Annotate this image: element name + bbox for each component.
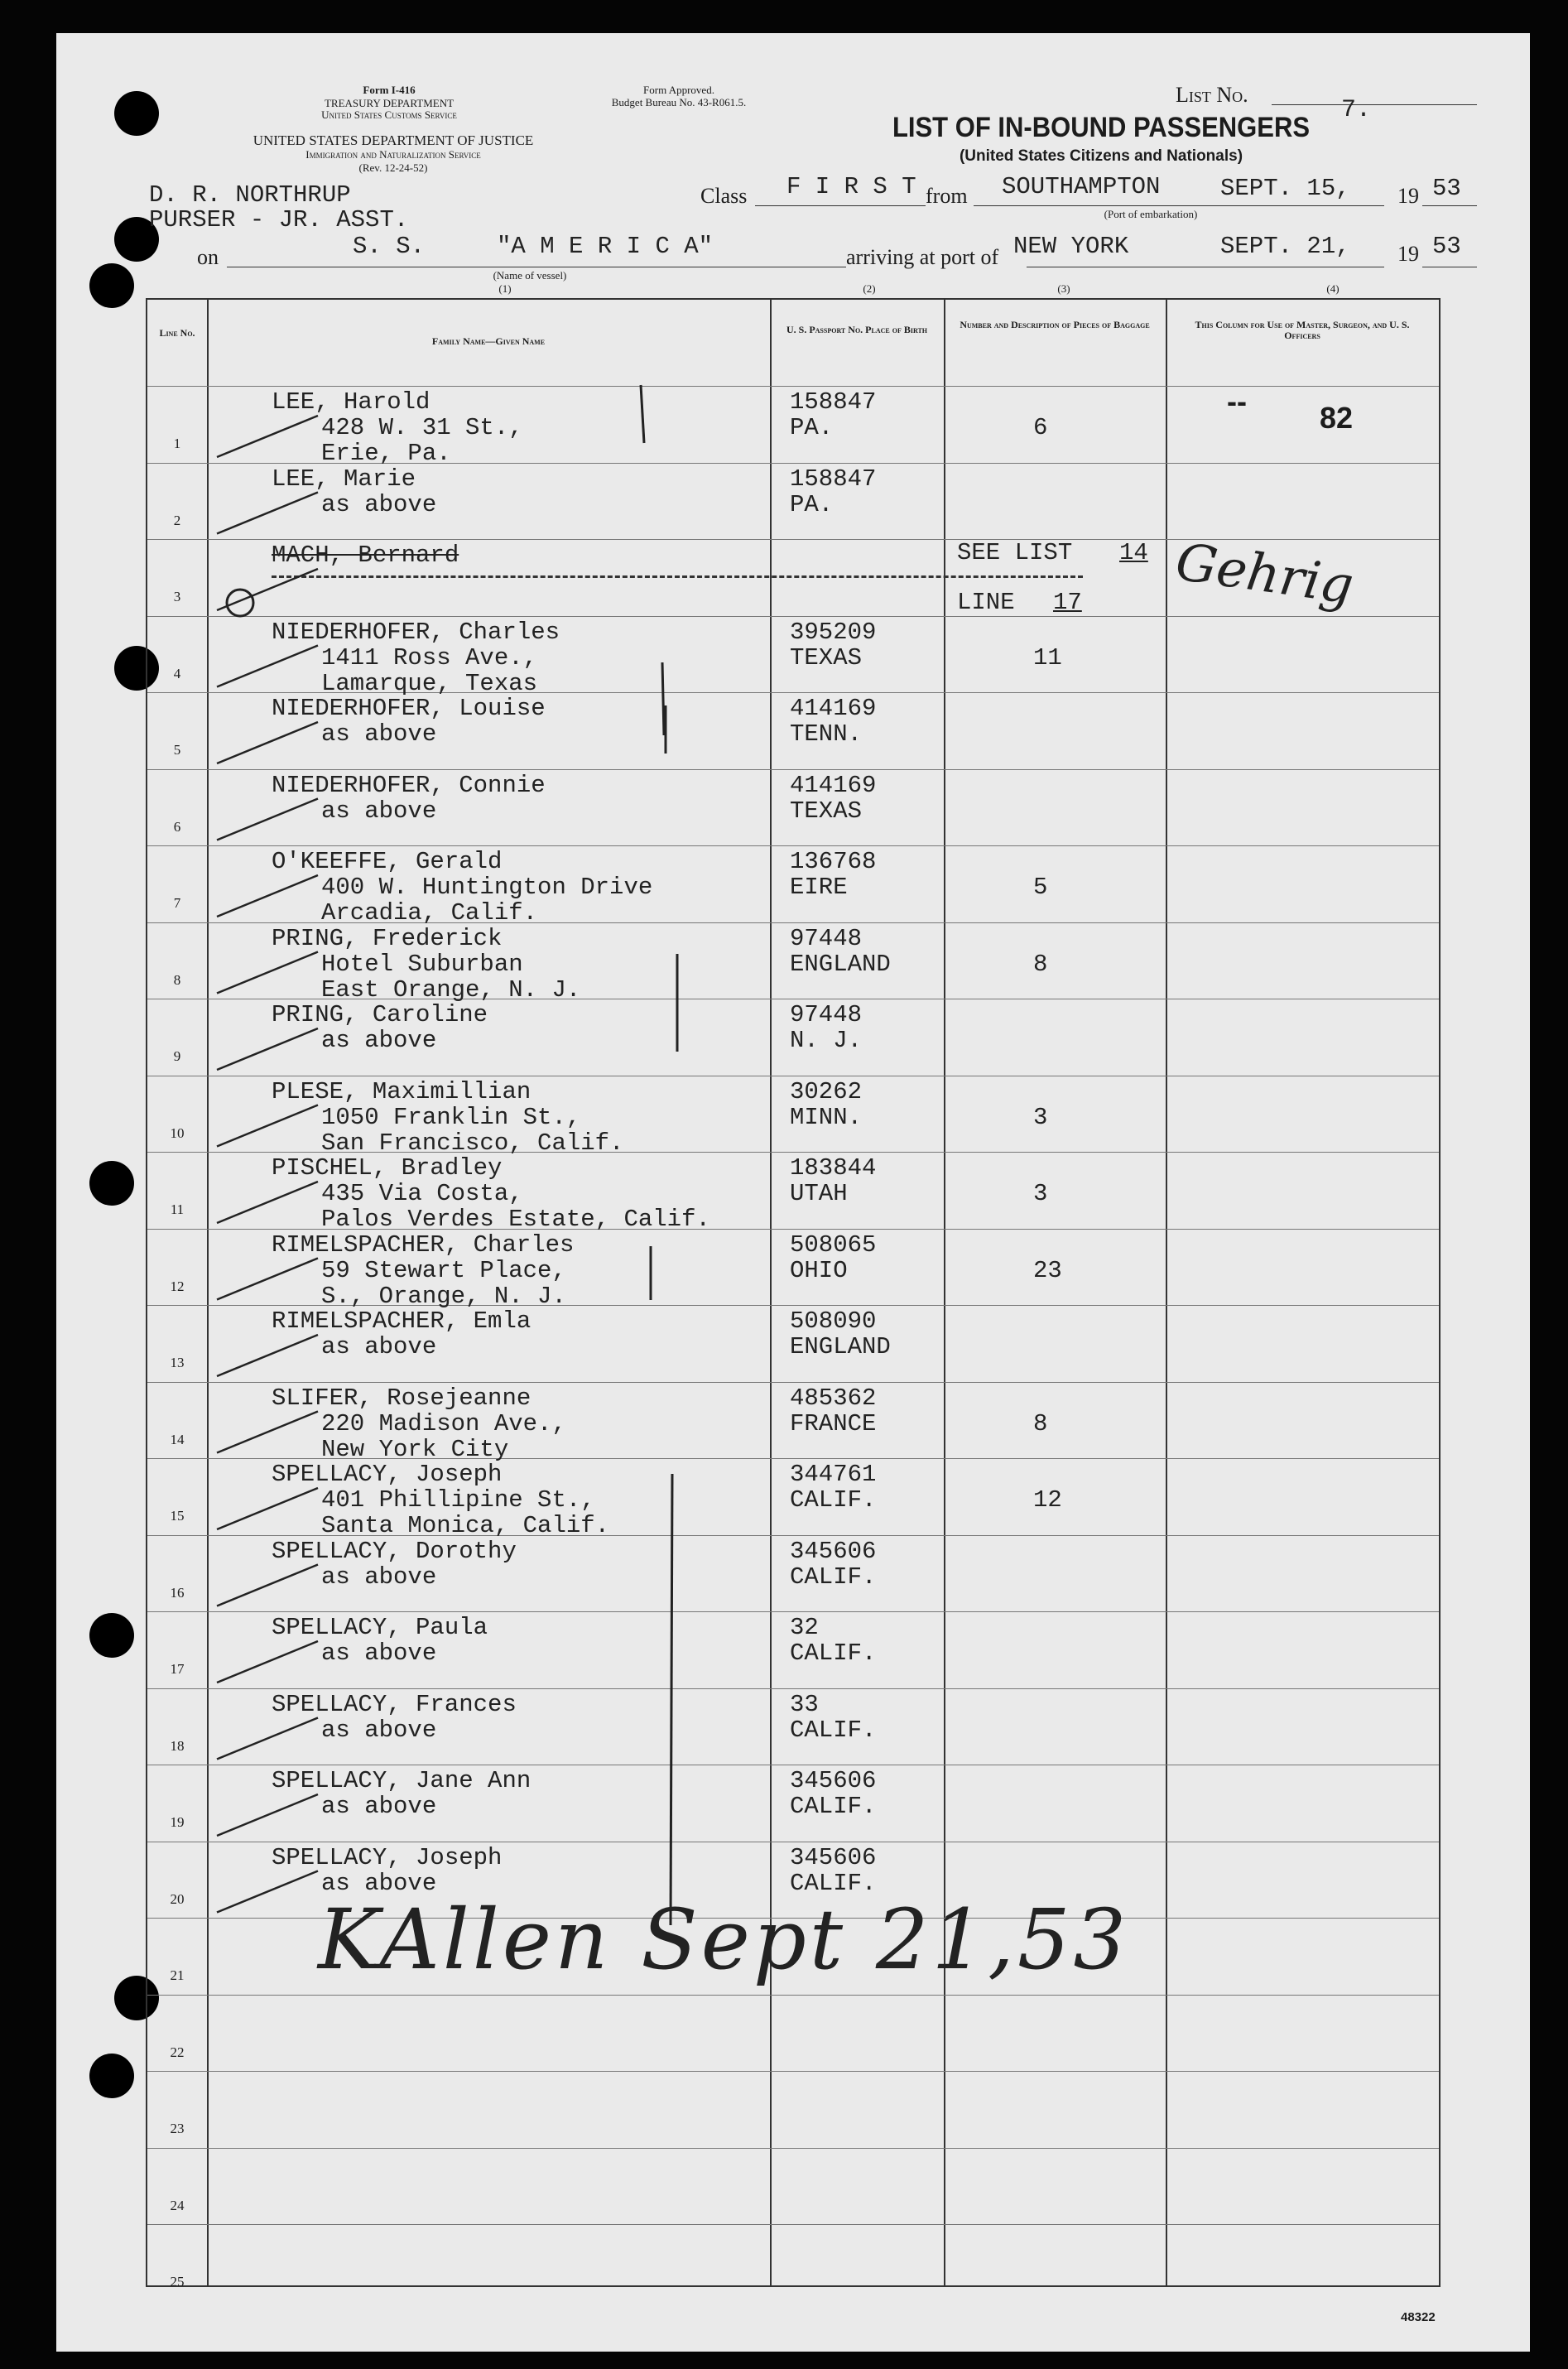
birth-place: TEXAS xyxy=(790,797,863,825)
passport-number: 414169 xyxy=(790,695,877,722)
line-number: 4 xyxy=(173,665,181,681)
arriving-label: arriving at port of xyxy=(846,245,999,269)
birth-place: UTAH xyxy=(790,1180,848,1207)
check-tick xyxy=(217,1794,318,1836)
embark-date: SEPT. 15, xyxy=(1220,175,1350,202)
budget-bureau: Budget Bureau No. 43-R061.5. xyxy=(611,96,747,108)
revision-date: (Rev. 12-24-52) xyxy=(358,161,428,174)
check-tick xyxy=(217,646,318,687)
birth-place: OHIO xyxy=(790,1256,848,1284)
birth-place: FRANCE xyxy=(790,1409,877,1437)
col-officers-header: This Column for Use of Master, Surgeon, and U. S. Officers xyxy=(1195,319,1410,341)
passenger-city: S., Orange, N. J. xyxy=(321,1282,566,1310)
purser-title: PURSER - JR. ASST. xyxy=(149,206,409,234)
passenger-name: PRING, Caroline xyxy=(272,1001,488,1028)
passport-number: 97448 xyxy=(790,924,863,952)
class-label: Class xyxy=(700,184,748,208)
line-number: 11 xyxy=(170,1201,185,1217)
passenger-name: RIMELSPACHER, Charles xyxy=(272,1230,575,1259)
col4-number: (4) xyxy=(1326,282,1340,295)
check-tick xyxy=(217,1871,318,1913)
birth-place: MINN. xyxy=(790,1103,863,1131)
passport-number: 508065 xyxy=(790,1230,877,1259)
passport-number: 97448 xyxy=(790,1001,863,1028)
passport-number: 136768 xyxy=(790,848,877,875)
line-number: 19 xyxy=(170,1814,185,1830)
passenger-name: NIEDERHOFER, Louise xyxy=(272,695,546,722)
purser-name: D. R. NORTHRUP xyxy=(149,181,351,209)
officer-dash-mark: -- xyxy=(1227,384,1247,418)
passenger-city: Palos Verdes Estate, Calif. xyxy=(321,1206,710,1233)
passenger-name: PLESE, Maximillian xyxy=(272,1077,531,1105)
justice-dept: UNITED STATES DEPARTMENT OF JUSTICE xyxy=(253,132,534,148)
line-number: 13 xyxy=(170,1355,185,1370)
baggage-count: 6 xyxy=(1033,414,1048,441)
passport-number: 395209 xyxy=(790,618,877,646)
embark-year: 53 xyxy=(1432,175,1461,202)
check-tick xyxy=(217,569,318,610)
vessel-caption: (Name of vessel) xyxy=(493,269,567,282)
passenger-address: 401 Phillipine St., xyxy=(321,1486,595,1514)
birth-place: N. J. xyxy=(790,1027,863,1054)
baggage-count: 3 xyxy=(1033,1180,1048,1207)
list-no-value: 7. xyxy=(1341,96,1372,124)
passport-number: 345606 xyxy=(790,1767,877,1794)
line-number: 25 xyxy=(170,2274,185,2290)
passport-number: 183844 xyxy=(790,1154,877,1182)
passport-number: 33 xyxy=(790,1690,819,1718)
passenger-address: 59 Stewart Place, xyxy=(321,1256,566,1284)
birth-place: TEXAS xyxy=(790,643,863,672)
passenger-name: SPELLACY, Joseph xyxy=(272,1843,503,1871)
passenger-address: as above xyxy=(321,797,437,825)
birth-place: CALIF. xyxy=(790,1716,877,1744)
check-tick xyxy=(217,1641,318,1683)
handwritten-footer: KAllen Sept 21,53 xyxy=(318,1891,1130,1988)
birth-place: ENGLAND xyxy=(790,950,891,978)
on-label: on xyxy=(197,245,219,269)
birth-place: CALIF. xyxy=(790,1869,877,1897)
check-tick xyxy=(217,799,318,840)
baggage-count: 12 xyxy=(1033,1486,1062,1514)
passenger-city: Arcadia, Calif. xyxy=(321,899,538,927)
see-list-value: 14 xyxy=(1119,539,1148,566)
birth-place: EIRE xyxy=(790,874,848,901)
birth-place: ENGLAND xyxy=(790,1333,891,1360)
passenger-address: as above xyxy=(321,490,437,518)
passenger-city: New York City xyxy=(321,1435,509,1463)
line-number: 17 xyxy=(170,1661,185,1677)
passenger-name: PRING, Frederick xyxy=(272,924,503,952)
immigration-service: Immigration and Naturalization Service xyxy=(305,148,481,161)
check-tick xyxy=(217,952,318,994)
passport-number: 508090 xyxy=(790,1307,877,1335)
page-title: LIST OF IN-BOUND PASSENGERS xyxy=(892,111,1311,143)
passenger-name: PISCHEL, Bradley xyxy=(272,1154,503,1182)
arrival-port: NEW YORK xyxy=(1013,233,1129,260)
check-tick xyxy=(217,1412,318,1453)
baggage-count: 3 xyxy=(1033,1103,1048,1131)
line-number: 23 xyxy=(170,2121,185,2136)
col-baggage-header: Number and Description of Pieces of Baggage xyxy=(960,319,1150,330)
passenger-address: as above xyxy=(321,1716,437,1744)
customs-service: United States Customs Service xyxy=(321,108,457,121)
passport-number: 158847 xyxy=(790,465,877,493)
check-tick xyxy=(217,875,318,917)
line-number: 5 xyxy=(173,742,181,758)
passport-number: 344761 xyxy=(790,1461,877,1488)
passport-number: 32 xyxy=(790,1614,819,1641)
embark-port: SOUTHAMPTON xyxy=(1002,173,1161,200)
line-number: 9 xyxy=(173,1048,181,1064)
line-number: 20 xyxy=(170,1890,185,1907)
line-number: 2 xyxy=(173,512,181,528)
vessel-name: S. S. "A M E R I C A" xyxy=(353,233,714,260)
passenger-address: as above xyxy=(321,1562,437,1591)
passenger-city: Erie, Pa. xyxy=(321,440,451,467)
check-tick xyxy=(217,416,318,457)
passenger-name: SPELLACY, Joseph xyxy=(272,1461,503,1488)
passenger-address: 1050 Franklin St., xyxy=(321,1103,581,1131)
passenger-address: 435 Via Costa, xyxy=(321,1180,523,1207)
line-number: 21 xyxy=(170,1967,185,1983)
passenger-name: SLIFER, Rosejeanne xyxy=(272,1384,531,1412)
passenger-name: LEE, Marie xyxy=(272,465,416,493)
passenger-name: MACH, Bernard xyxy=(272,542,459,569)
col-passport-header: U. S. Passport No. Place of Birth xyxy=(786,324,927,335)
see-list-label: SEE LIST xyxy=(957,539,1073,566)
line-number: 14 xyxy=(170,1431,185,1447)
passport-number: 158847 xyxy=(790,388,877,416)
check-tick xyxy=(217,1182,318,1223)
dept-name: TREASURY DEPARTMENT xyxy=(324,97,455,109)
passenger-name: RIMELSPACHER, Emla xyxy=(272,1307,531,1335)
passenger-city: Lamarque, Texas xyxy=(321,669,538,697)
passenger-address: as above xyxy=(321,1793,437,1820)
from-label: from xyxy=(926,184,968,208)
check-tick xyxy=(217,1105,318,1147)
passenger-city: Santa Monica, Calif. xyxy=(321,1512,610,1539)
passenger-name: NIEDERHOFER, Charles xyxy=(272,618,560,646)
birth-place: CALIF. xyxy=(790,1793,877,1820)
check-tick xyxy=(217,1259,318,1300)
line-number: 22 xyxy=(170,2044,185,2060)
passenger-address: as above xyxy=(321,1640,437,1667)
passenger-address: as above xyxy=(321,1027,437,1054)
year-prefix: 19 xyxy=(1397,184,1419,208)
arrival-date: SEPT. 21, xyxy=(1220,233,1350,260)
form-code: 48322 xyxy=(1401,2310,1436,2324)
passenger-name: O'KEEFFE, Gerald xyxy=(272,848,503,875)
year-prefix-arrival: 19 xyxy=(1397,242,1419,266)
class-value: F I R S T xyxy=(786,173,916,200)
check-tick xyxy=(217,1028,318,1070)
passport-number: 485362 xyxy=(790,1384,877,1412)
birth-place: PA. xyxy=(790,414,834,441)
passenger-name: SPELLACY, Dorothy xyxy=(272,1537,517,1565)
baggage-count: 8 xyxy=(1033,950,1048,978)
check-tick xyxy=(217,1565,318,1606)
officer-signature: Gehrig xyxy=(1171,531,1358,616)
passenger-address: Hotel Suburban xyxy=(321,950,523,978)
passenger-address: as above xyxy=(321,720,437,748)
line-number: 6 xyxy=(173,818,181,835)
passenger-name: SPELLACY, Frances xyxy=(272,1690,517,1718)
passport-number: 345606 xyxy=(790,1537,877,1565)
line-number: 24 xyxy=(170,2197,185,2213)
form-approved: Form Approved. xyxy=(643,84,714,96)
passenger-address: as above xyxy=(321,1333,437,1360)
see-line-value: 17 xyxy=(1053,589,1082,616)
line-number: 18 xyxy=(170,1737,185,1754)
passenger-address: 220 Madison Ave., xyxy=(321,1409,566,1437)
line-number: 7 xyxy=(173,895,181,911)
passenger-address: 1411 Ross Ave., xyxy=(321,643,538,672)
birth-place: CALIF. xyxy=(790,1486,877,1514)
line-number: 3 xyxy=(173,589,181,604)
check-tick xyxy=(217,722,318,763)
check-tick xyxy=(217,1335,318,1376)
form-number: Form I-416 xyxy=(363,84,416,96)
check-tick xyxy=(217,1718,318,1760)
list-no-label: List No. xyxy=(1176,83,1248,107)
baggage-count: 5 xyxy=(1033,874,1048,901)
passenger-name: SPELLACY, Paula xyxy=(272,1614,488,1641)
baggage-count: 11 xyxy=(1033,643,1062,672)
passenger-city: San Francisco, Calif. xyxy=(321,1129,624,1157)
line-number: 12 xyxy=(170,1278,185,1294)
line-number: 15 xyxy=(170,1508,185,1524)
passenger-name: SPELLACY, Jane Ann xyxy=(272,1767,531,1794)
birth-place: TENN. xyxy=(790,720,863,748)
col-line-no-header: Line No. xyxy=(159,327,195,339)
col-name-header: Family Name—Given Name xyxy=(431,335,546,347)
passport-number: 345606 xyxy=(790,1843,877,1871)
line-number: 8 xyxy=(173,971,181,988)
baggage-count: 23 xyxy=(1033,1256,1062,1284)
baggage-count: 8 xyxy=(1033,1409,1048,1437)
passenger-city: East Orange, N. J. xyxy=(321,975,581,1004)
birth-place: PA. xyxy=(790,490,834,518)
check-tick xyxy=(217,493,318,534)
see-line-label: LINE xyxy=(957,589,1015,616)
col2-number: (2) xyxy=(863,282,876,295)
passenger-address: 428 W. 31 St., xyxy=(321,414,523,441)
page-subtitle: (United States Citizens and Nationals) xyxy=(959,147,1243,165)
check-tick xyxy=(217,1488,318,1529)
passenger-name: NIEDERHOFER, Connie xyxy=(272,771,546,799)
arrival-year: 53 xyxy=(1432,233,1461,260)
passport-number: 414169 xyxy=(790,771,877,799)
passenger-name: LEE, Harold xyxy=(272,388,430,416)
passenger-address: 400 W. Huntington Drive xyxy=(321,874,653,901)
col3-number: (3) xyxy=(1057,282,1070,295)
birth-place: CALIF. xyxy=(790,1640,877,1667)
birth-place: CALIF. xyxy=(790,1562,877,1591)
col1-number: (1) xyxy=(498,282,512,295)
passenger-address: as above xyxy=(321,1869,437,1897)
line-number: 10 xyxy=(170,1124,185,1141)
line-number: 16 xyxy=(170,1584,185,1601)
passport-number: 30262 xyxy=(790,1077,863,1105)
officer-count: 82 xyxy=(1320,401,1354,435)
line-number: 1 xyxy=(173,436,181,451)
embark-caption: (Port of embarkation) xyxy=(1104,208,1198,220)
